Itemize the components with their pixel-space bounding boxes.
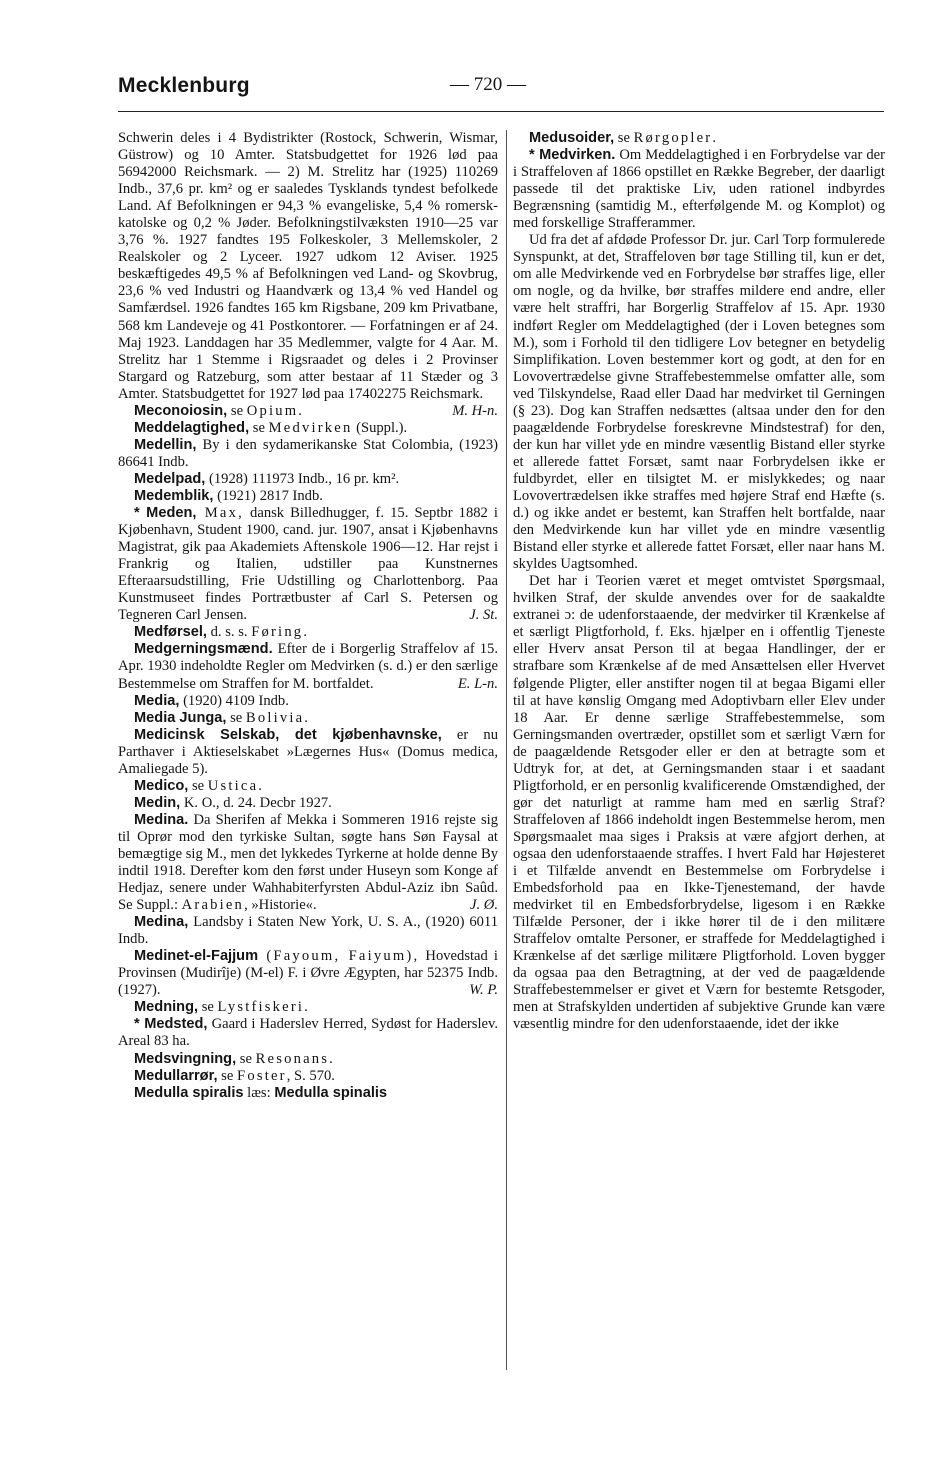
- headword: Medicinsk Selskab, det kjøbenhavnske,: [134, 726, 442, 743]
- cross-reference: Resonans: [255, 1050, 330, 1067]
- entry-medforsel: Medførsel, d. s. s. Føring.: [134, 624, 307, 641]
- headword: Media Junga,: [134, 709, 227, 726]
- column-divider: [506, 130, 507, 1370]
- cross-reference: Arabien: [181, 897, 245, 914]
- headword: Medsvingning,: [134, 1050, 237, 1067]
- headword: Medellin,: [134, 436, 197, 453]
- entry-media: Media, (1920) 4109 Indb.: [134, 692, 289, 709]
- header-rule: [118, 111, 884, 112]
- paragraph: Schwerin deles i 4 Bydistrikter (Rostock, Schwerin, Wismar, Güstrow) og 10 Amter. Statsbudgettet for 1926 lød paa 56942000 Reichsmark. — 2) M. Strelitz har (1925) 110269 Indb., 37,6 pr. km² og er saaledes Tysklands tyndest befolkede Land. Af Befolkningen er 94,3 % evangeliske, 5,4 % romersk-katolske og 0,2 % Jøder. Befolkningstilvæksten 1910—25 var 3,76 %. 1927 fandtes 195 Folkeskoler, 3 Mellemskoler, 2 Realskoler og 2 Lyceer. 1927 udkom 12 Aviser. 1925 beskæftigedes 49,5 % af Befolkningen ved Land- og Skovbrug, 23,6 % ved Industri og Haandværk og 13,4 % ved Handel og Samfærdsel. 1926 fandtes 165 km Rigsbane, 209 km Privatbane, 568 km Landeveje og 41 Postkontorer. — Forfatningen er af 24. Maj 1923. Landdagen har 35 Medlemmer, valgte for 4 Aar. M. Strelitz har 1 Stemme i Rigsraadet og deles i 2 Provinser Stargard og Ratzeburg, som atter bestaar af 11 Stæder og 3 Amter. Statsbudgettet for 1927 lød paa 17402275 Reichsmark. M. H-n.: [118, 130, 498, 419]
- headword: Medin,: [134, 794, 181, 811]
- signature: J. Ø.: [470, 897, 498, 914]
- cross-reference: Rørgopler: [633, 130, 713, 146]
- entry-medvirken: * Medvirken. Om Meddelagtighed i en Forbrydelse var der i Straffeloven af 1866 opstillet en Række Begreber, der daarligt passede til det praktiske Liv, uden rationel indbyrdes Begrænsning (samtidig M., efterfølgende M. og Komplot) og med forskellige Strafferammer.: [513, 147, 885, 232]
- entry-meddelagtighed: Meddelagtighed, se Medvirken (Suppl.).: [134, 419, 408, 436]
- headword: Medinet-el-Fajjum: [134, 948, 259, 965]
- entry-medullarror: Medullarrør, se Foster, S. 570.: [134, 1067, 335, 1084]
- headword: Medulla spiralis: [134, 1084, 244, 1101]
- entry-medemblik: Medemblik, (1921) 2817 Indb.: [134, 487, 323, 504]
- left-column: [118, 130, 498, 1102]
- signature: E. L-n.: [457, 675, 498, 692]
- cross-reference: Lystfiskeri: [217, 999, 305, 1016]
- headword: Medelpad,: [134, 470, 206, 487]
- headword: Media,: [134, 692, 180, 709]
- entry-medulla-erratum: Medulla spiralis læs: Medulla spinalis: [134, 1084, 388, 1101]
- cross-reference: Føring: [251, 624, 304, 641]
- headword: Medullarrør,: [134, 1067, 218, 1084]
- entry-meconoiosin: Meconoiosin, se Opium.: [134, 402, 302, 419]
- right-column: [513, 130, 885, 1033]
- entry-meden: * Meden, Max, dansk Billedhugger, f. 15. Septbr 1882 i Kjøbenhavn, Student 1900, cand. jur. 1907, ansat i Kjøbenhavns Magistrat, gik paa Akademiets Aftenskole 1906—12. Har rejst i Frankrig og Italien, udstiller paa Kunstnernes Efteraarsudstilling, Frie Udstilling og Charlottenborg. Paa Kunstmuseet findes Portrætbuster af Carl S. Petersen og Tegneren Carl Jensen. J. St.: [118, 505, 498, 624]
- entry-medsted: * Medsted, Gaard i Haderslev Herred, Sydøst for Haderslev. Areal 83 ha.: [118, 1016, 498, 1050]
- signature: W. P.: [469, 982, 498, 999]
- headword: * Medsted,: [134, 1016, 208, 1033]
- paragraph: Det har i Teorien været et meget omtvistet Spørgsmaal, hvilken Straf, der skulde anvendes over for de saakaldte extranei ɔ: de udenforstaaende, der medvirker til Krænkelse af et særligt Pligtforhold, f. Eks. hjælper en i offentlig Tjeneste eller Hverv ansat Person til at begaa Handlinger, der er strafbare som Krænkelse af de med Ansættelsen eller Hvervet følgende Pligter, eller anstifter nogen til at begaa Bigami eller til at have kønslig Omgang med Adoptivbarn eller Elev under 18 Aar. Er denne særlige Straffebestemmelse, som Gerningsmanden overtræder, opstillet som et særligt Værn for de paagældende Retsgoder eller er den at betragte som et Udtryk for, at det, at Gerningsmanden staar i et saadant Pligtforhold, er en personlig kvalificerende Omstændighed, der gør det naturligt at ramme ham med en særlig Straf? Straffeloven af 1866 indeholdt ingen Bestemmelse herom, men Spørgsmaalet maa siges i Praksis at være afgjort derhen, at ogsaa den udenforstaaende straffes. I hvert Fald har Højesteret i et Tilfælde anvendt en Bestemmelse om Forbrydelse i Embedsforhold paa en Ikke-Tjenestemand, der havde medvirket til en Embedsforbrydelse, ligesom i en Række Tilfælde Personer, der i ikke hører til de i den militære Straffelov omtalte Personer, er straffede for Meddelagtighed i Krænkelse af det særlige militære Pligtforhold. Loven bygger da ogsaa paa den Betragtning, at der ved de paagældende Straffebestemmelser er givet et Værn for bestemte Retsgoder, men at Strafskylden undertiden af subjektive Grunde kan være væsentlig mindre for den udenforstaaende, idet der ikke: [513, 573, 885, 1033]
- headword: Medemblik,: [134, 487, 214, 504]
- headword: * Meden,: [134, 505, 197, 522]
- cross-reference: Foster: [237, 1067, 287, 1084]
- page-header: [118, 74, 884, 110]
- correction: Medulla spinalis: [274, 1084, 388, 1101]
- cross-reference: Medvirken: [268, 419, 353, 436]
- headword: Medina.: [134, 811, 189, 828]
- running-head: Mecklenburg: [118, 74, 250, 97]
- headword: Medning,: [134, 999, 199, 1016]
- headword: * Medvirken.: [529, 147, 616, 164]
- paragraph: Ud fra det af afdøde Professor Dr. jur. Carl Torp formulerede Synspunkt, at det, Straffeloven bør tage Stilling til, kun er det, om alle Medvirkende ved en Forbrydelse bør straffes lige, eller om nogle, og da hvilke, bør straffes mildere end andre, eller være helt straffri, har Borgerlig Straffelov af 15. Apr. 1930 indført Regler om Meddelagtighed (der i Loven betegnes som M.), som i Forhold til den tidligere Lov betegner en betydelig Simplifikation. Loven bestemmer kort og godt, at den for en Lovovertrædelse givne Straffebestemmelse omfatter alle, som ved Tilskyndelse, Raad eller Daad har medvirket til Gerningen (§ 23). Dog kan Straffen nedsættes (altsaa under den for den paagældende Forbrydelse foreskrevne Mindstestraf) for den, der kun har villet yde en mindre væsentlig Bistand eller styrke et allerede fattet Forsæt, samt naar Forbrydelsen ikke er fuldbyrdet, eller en tilsigtet M. er mislykkedes; og naar Lovovertrædelsen ikke straffes med højere Straf end Hæfte (s. d.) og ikke andet er bestemt, kan Straffen helt bortfalde, naar den Medvirkende kun har villet yde en mindre væsentlig Bistand eller styrke et allerede fattet Forsæt, eller naar hans M. skyldes Uagtsomhed.: [513, 232, 885, 573]
- cross-reference: Bolivia: [245, 709, 305, 726]
- entry-medning: Medning, se Lystfiskeri.: [134, 999, 308, 1016]
- headword: Medico,: [134, 777, 189, 794]
- headword: Meddelagtighed,: [134, 419, 250, 436]
- page-number: — 720 —: [450, 74, 526, 95]
- entry-medusoider: Medusoider, se Rørgopler.: [529, 130, 716, 146]
- headword: Medusoider,: [529, 130, 615, 146]
- entry-medicinsk-selskab: Medicinsk Selskab, det kjøbenhavnske, er nu Parthaver i Aktieselskabet »Lægernes Hus« (Domus medica, Amaliegade 5).: [118, 726, 498, 777]
- signature: M. H-n.: [452, 402, 498, 419]
- entry-medelpad: Medelpad, (1928) 111973 Indb., 16 pr. km².: [134, 470, 400, 487]
- headword: Medgerningsmænd.: [134, 641, 273, 658]
- headword: Medførsel,: [134, 624, 207, 641]
- cross-reference: Ustica: [207, 777, 259, 794]
- entry-media-junga: Media Junga, se Bolivia.: [134, 709, 308, 726]
- entry-medina: Medina. Da Sherifen af Mekka i Sommeren 1916 rejste sig til Oprør mod den tyrkiske Sultan, søgte hans Søn Faysal at bemægtige sig M., men det lykkedes Tyrkerne at holde denne By indtil 1918. Derefter kom den først under Huseyn som Konge af Hedjaz, senere under Wahhabiterfyrsten Abdul-Aziz ibn Saûd. Se Suppl.: Arabien, »Historie«. J. Ø.: [118, 811, 498, 914]
- entry-medsvingning: Medsvingning, se Resonans.: [134, 1050, 333, 1067]
- entry-medina-ny: Medina, Landsby i Staten New York, U. S. A., (1920) 6011 Indb.: [118, 914, 498, 948]
- entry-medgerningsmaend: Medgerningsmænd. Efter de i Borgerlig Straffelov af 15. Apr. 1930 indeholdte Regler om Medvirken (s. d.) er den særlige Bestemmelse om Straffen for M. bortfaldet. E. L-n.: [118, 641, 498, 692]
- signature: J. St.: [469, 607, 498, 624]
- entry-medinet-el-fajjum: Medinet-el-Fajjum (Fayoum, Faiyum), Hovedstad i Provinsen (Mudirîje) (M-el) F. i Øvre Ægypten, har 52375 Indb. (1927). W. P.: [118, 948, 498, 999]
- entry-medellin: Medellin, By i den sydamerikanske Stat Colombia, (1923) 86641 Indb.: [118, 436, 498, 470]
- cross-reference: Opium: [246, 402, 299, 419]
- headword: Meconoiosin,: [134, 402, 228, 419]
- entry-medico: Medico, se Ustica.: [134, 777, 262, 794]
- headword: Medina,: [134, 914, 189, 931]
- entry-medin: Medin, K. O., d. 24. Decbr 1927.: [134, 794, 332, 811]
